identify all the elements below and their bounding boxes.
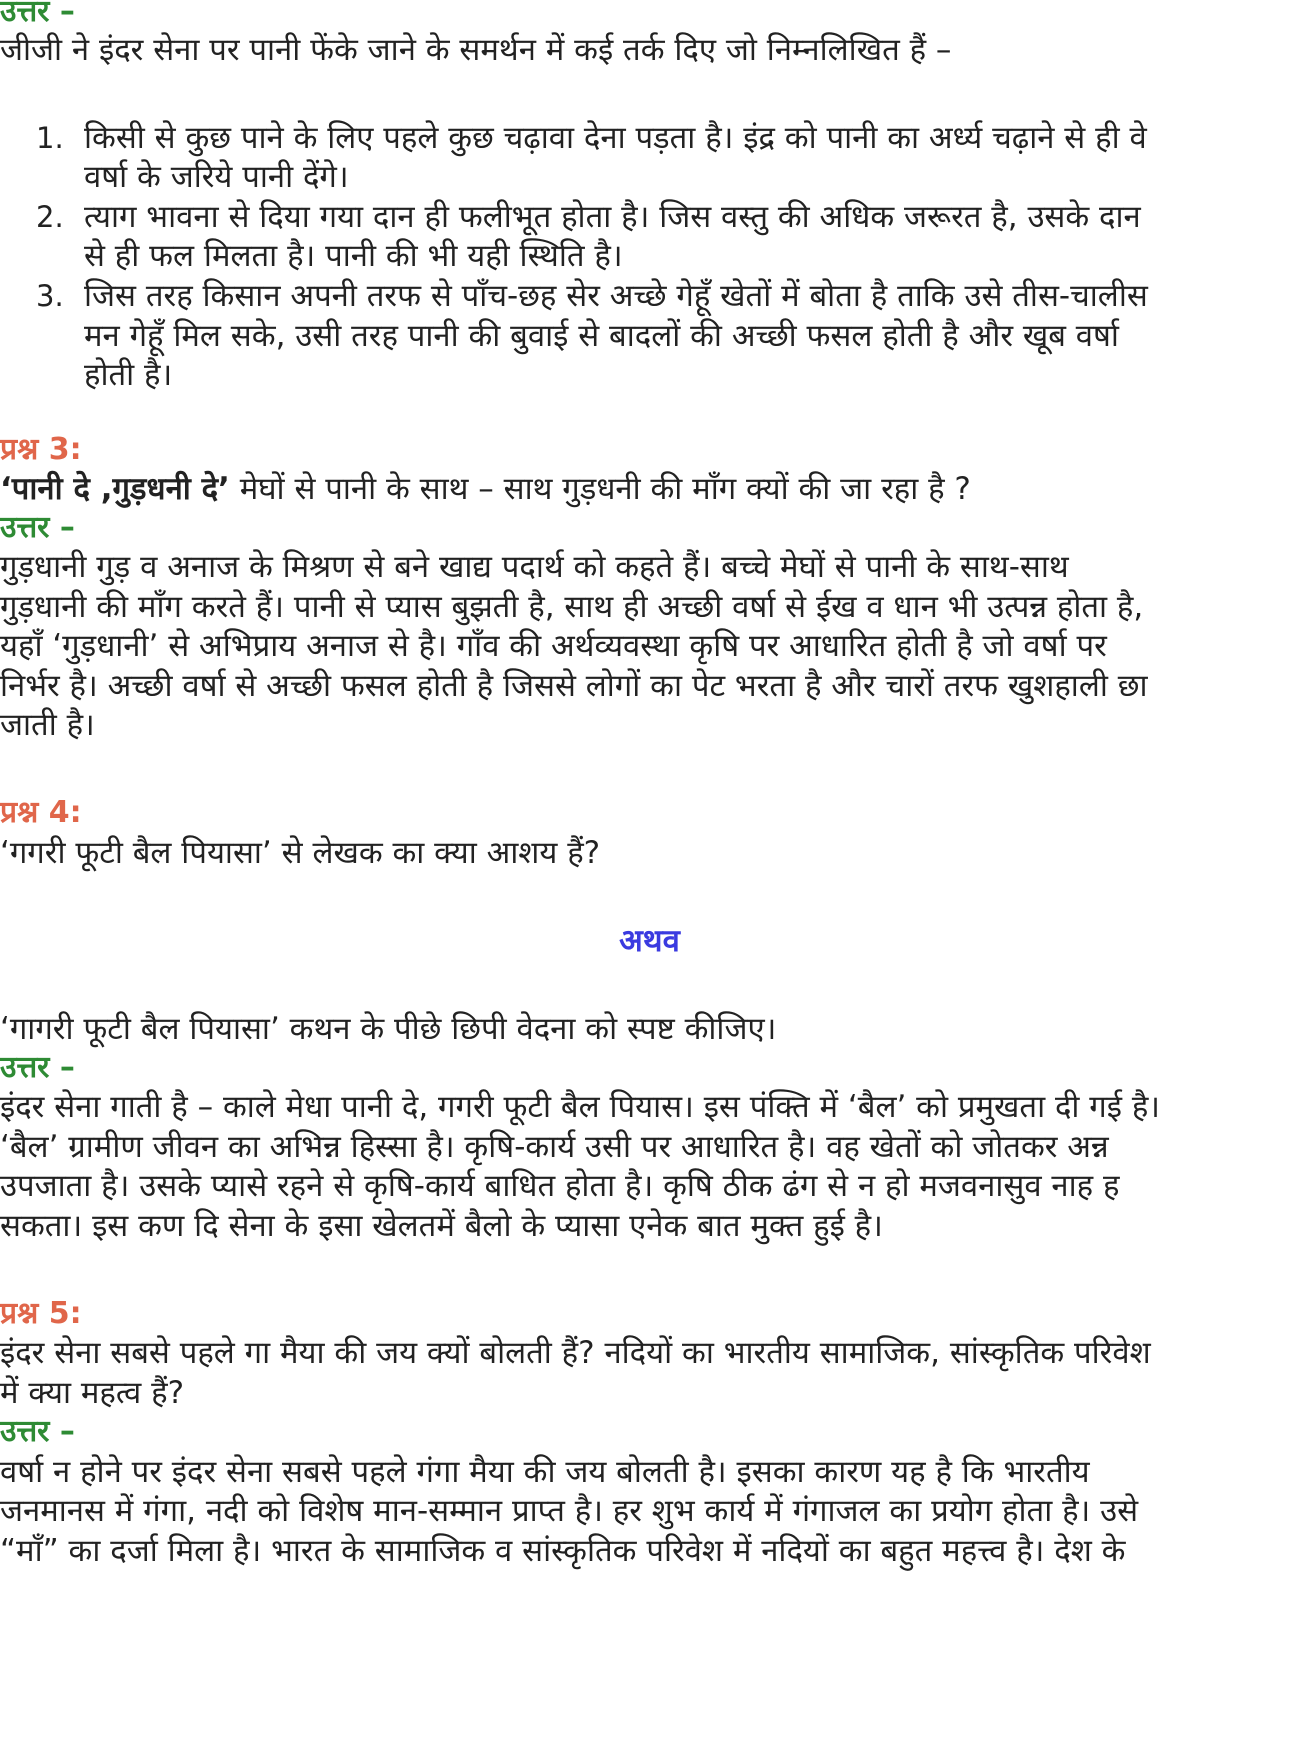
answer-line: ‘बैल’ ग्रामीण जीवन का अभिन्न हिस्सा है। कृषि-कार्य उसी पर आधारित है। वह खेतों को जोतकर अन्न bbox=[0, 1129, 1109, 1165]
list-number: 3. bbox=[36, 279, 64, 313]
list-number: 2. bbox=[36, 200, 64, 234]
question-rest: मेघों से पानी के साथ – साथ गुड़धनी की माँग क्यों की जा रहा है ? bbox=[229, 471, 971, 507]
list-item-line: होती है। bbox=[84, 357, 173, 393]
question-text: ‘गगरी फूटी बैल पियासा’ से लेखक का क्या आशय हैं? bbox=[0, 835, 601, 871]
question-bold: ‘पानी दे ,गुड़धनी दे’ bbox=[0, 471, 230, 507]
list-number: 1. bbox=[36, 121, 64, 155]
answer-line: यहाँ ‘गुड़धानी’ से अभिप्राय अनाज से है। गाँव की अर्थव्यवस्था कृषि पर आधारित होती है जो वर्षा पर bbox=[0, 628, 1107, 664]
answer-label: उत्तर – bbox=[0, 1050, 75, 1085]
answer-label: उत्तर – bbox=[0, 510, 75, 545]
question-text: इंदर सेना सबसे पहले गा मैया की जय क्यों बोलती हैं? नदियों का भारतीय सामाजिक, सांस्कृतिक परिवेश bbox=[0, 1335, 1151, 1371]
athav-heading: अथव bbox=[619, 923, 680, 959]
question-text: में क्या महत्व हैं? bbox=[0, 1375, 185, 1411]
question-label: प्रश्न 4: bbox=[0, 795, 82, 830]
answer-label: उत्तर – bbox=[0, 0, 75, 29]
list-item-line: किसी से कुछ पाने के लिए पहले कुछ चढ़ावा देना पड़ता है। इंद्र को पानी का अर्ध्य चढ़ाने से ही वे bbox=[84, 120, 1147, 156]
answer-line: गुड़धानी की माँग करते हैं। पानी से प्यास बुझती है, साथ ही अच्छी वर्षा से ईख व धान भी उत्पन्न होता है, bbox=[0, 589, 1144, 625]
question-text bbox=[0, 469, 971, 509]
list-item-line: त्याग भावना से दिया गया दान ही फलीभूत होता है। जिस वस्तु की अधिक जरूरत है, उसके दान bbox=[84, 199, 1141, 235]
answer-line: जाती है। bbox=[0, 707, 95, 743]
question-label: प्रश्न 3: bbox=[0, 432, 82, 467]
answer-line: सकता। इस कण दि सेना के इसा खेलतमें बैलो के प्यासा एनेक बात मुक्त हुई है। bbox=[0, 1208, 883, 1244]
answer-line: वर्षा न होने पर इंदर सेना सबसे पहले गंगा मैया की जय बोलती है। इसका कारण यह है कि भारतीय bbox=[0, 1454, 1090, 1490]
answer-line: जनमानस में गंगा, नदी को विशेष मान-सम्मान प्राप्त है। हर शुभ कार्य में गंगाजल का प्रयोग होता है। उसे bbox=[0, 1493, 1139, 1529]
answer-label: उत्तर – bbox=[0, 1414, 75, 1449]
answer-intro: जीजी ने इंदर सेना पर पानी फेंके जाने के समर्थन में कई तर्क दिए जो निम्नलिखित हैं – bbox=[0, 32, 952, 68]
answer-line: उपजाता है। उसके प्यासे रहने से कृषि-कार्य बाधित होता है। कृषि ठीक ढंग से न हो मजवनासुव नाह ह bbox=[0, 1168, 1120, 1204]
answer-line: निर्भर है। अच्छी वर्षा से अच्छी फसल होती है जिससे लोगों का पेट भरता है और चारों तरफ खुशहाली छा bbox=[0, 668, 1148, 704]
answer-line: इंदर सेना गाती है – काले मेधा पानी दे, गगरी फूटी बैल पियास। इस पंक्ति में ‘बैल’ को प्रमुखता दी गई है। bbox=[0, 1089, 1161, 1125]
answer-line: “माँ” का दर्जा मिला है। भारत के सामाजिक व सांस्कृतिक परिवेश में नदियों का बहुत महत्त्व है। देश के bbox=[0, 1533, 1126, 1569]
list-item-line: से ही फल मिलता है। पानी की भी यही स्थिति है। bbox=[84, 238, 623, 274]
list-item-line: जिस तरह किसान अपनी तरफ से पाँच-छह सेर अच्छे गेहूँ खेतों में बोता है ताकि उसे तीस-चालीस bbox=[84, 278, 1148, 314]
alt-question-text: ‘गागरी फूटी बैल पियासा’ कथन के पीछे छिपी वेदना को स्पष्ट कीजिए। bbox=[0, 1011, 777, 1047]
list-item-line: वर्षा के जरिये पानी देंगे। bbox=[84, 159, 349, 195]
list-item-line: मन गेहूँ मिल सके, उसी तरह पानी की बुवाई से बादलों की अच्छी फसल होती है और खूब वर्षा bbox=[84, 318, 1119, 354]
answer-line: गुड़धानी गुड़ व अनाज के मिश्रण से बने खाद्य पदार्थ को कहते हैं। बच्चे मेघों से पानी के साथ-साथ bbox=[0, 549, 1069, 585]
question-label: प्रश्न 5: bbox=[0, 1296, 82, 1331]
